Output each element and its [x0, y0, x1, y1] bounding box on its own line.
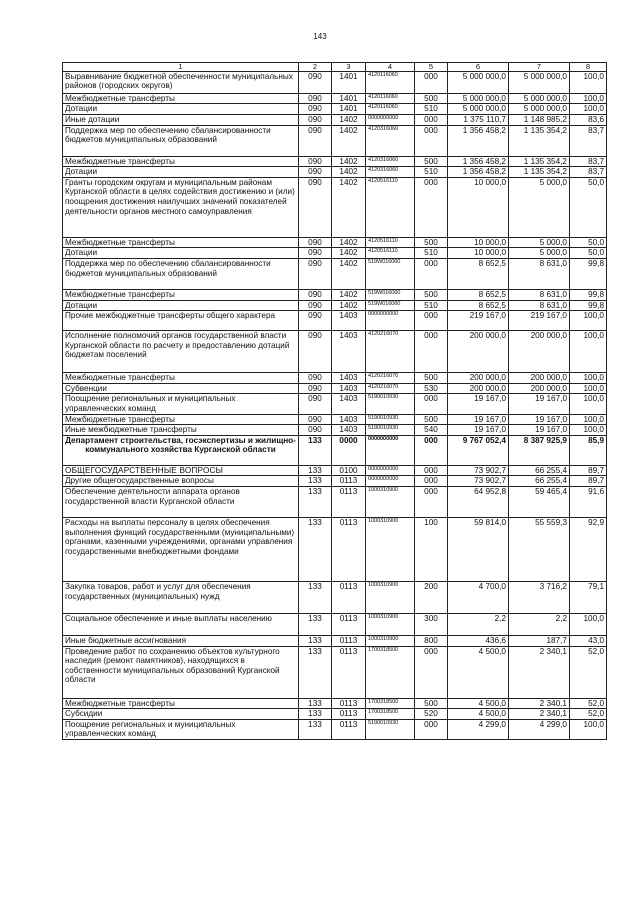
row-name-cell: Департамент строительства, госэкспертизы и жилищно-коммунального хозяйства Курганской области	[63, 435, 299, 465]
executed-amount-cell: 2 340,1	[509, 646, 570, 698]
row-name-cell: Межбюджетные трансферты	[63, 373, 299, 384]
target-code-cell: 1000310900	[366, 486, 415, 517]
percent-cell: 43,0	[570, 635, 607, 646]
target-code-cell: 519W016060	[366, 290, 415, 301]
planned-amount-cell: 8 652,5	[448, 259, 509, 290]
planned-amount-cell: 4 700,0	[448, 581, 509, 613]
expense-type-cell: 000	[415, 719, 448, 739]
table-row	[63, 373, 607, 384]
target-code-cell: 1000310900	[366, 613, 415, 635]
column-header: 2	[299, 63, 332, 72]
expense-type-cell: 510	[415, 167, 448, 178]
expense-type-cell: 500	[415, 156, 448, 167]
percent-cell: 83,7	[570, 125, 607, 156]
section-code-cell: 1402	[332, 125, 366, 156]
section-code-cell: 1402	[332, 248, 366, 259]
row-name-cell: Дотации	[63, 104, 299, 115]
section-code-cell: 1402	[332, 290, 366, 301]
planned-amount-cell: 2,2	[448, 613, 509, 635]
target-code-cell: 1000310900	[366, 635, 415, 646]
admin-code-cell: 090	[299, 115, 332, 126]
section-code-cell: 1403	[332, 373, 366, 384]
target-code-cell: 1700318500	[366, 698, 415, 709]
target-code-cell: 0000000000	[366, 476, 415, 487]
planned-amount-cell: 73 902,7	[448, 476, 509, 487]
section-code-cell: 1402	[332, 167, 366, 178]
expense-type-cell: 500	[415, 373, 448, 384]
executed-amount-cell: 219 167,0	[509, 311, 570, 331]
section-code-cell: 0113	[332, 581, 366, 613]
planned-amount-cell: 4 299,0	[448, 719, 509, 739]
row-name-cell: Социальное обеспечение и иные выплаты населению	[63, 613, 299, 635]
percent-cell: 100,0	[570, 425, 607, 436]
admin-code-cell: 090	[299, 237, 332, 248]
admin-code-cell: 090	[299, 177, 332, 237]
admin-code-cell: 090	[299, 156, 332, 167]
percent-cell: 100,0	[570, 613, 607, 635]
planned-amount-cell: 8 652,5	[448, 300, 509, 311]
target-code-cell: 0000000000	[366, 465, 415, 476]
expense-type-cell: 510	[415, 300, 448, 311]
executed-amount-cell: 2 340,1	[509, 698, 570, 709]
executed-amount-cell: 5 000 000,0	[509, 71, 570, 93]
expense-type-cell: 000	[415, 646, 448, 698]
section-code-cell: 0113	[332, 613, 366, 635]
planned-amount-cell: 64 952,8	[448, 486, 509, 517]
expense-type-cell: 540	[415, 425, 448, 436]
section-code-cell: 0113	[332, 476, 366, 487]
percent-cell: 83,7	[570, 156, 607, 167]
percent-cell: 92,9	[570, 517, 607, 581]
target-code-cell: 5190010930	[366, 719, 415, 739]
target-code-cell: 5190010930	[366, 425, 415, 436]
executed-amount-cell: 59 465,4	[509, 486, 570, 517]
planned-amount-cell: 200 000,0	[448, 383, 509, 394]
expense-type-cell: 300	[415, 613, 448, 635]
target-code-cell: 4120116060	[366, 71, 415, 93]
row-name-cell: Межбюджетные трансферты	[63, 93, 299, 104]
percent-cell: 83,7	[570, 167, 607, 178]
row-name-cell: ОБЩЕГОСУДАРСТВЕННЫЕ ВОПРОСЫ	[63, 465, 299, 476]
table-row	[63, 613, 607, 635]
planned-amount-cell: 10 000,0	[448, 237, 509, 248]
executed-amount-cell: 2 340,1	[509, 709, 570, 720]
table-row	[63, 465, 607, 476]
admin-code-cell: 133	[299, 709, 332, 720]
planned-amount-cell: 200 000,0	[448, 373, 509, 384]
table-row	[63, 517, 607, 581]
admin-code-cell: 133	[299, 613, 332, 635]
percent-cell: 85,9	[570, 435, 607, 465]
table-row	[63, 331, 607, 373]
table-row	[63, 167, 607, 178]
admin-code-cell: 090	[299, 248, 332, 259]
percent-cell: 50,0	[570, 248, 607, 259]
expense-type-cell: 000	[415, 311, 448, 331]
executed-amount-cell: 8 387 925,9	[509, 435, 570, 465]
executed-amount-cell: 8 631,0	[509, 259, 570, 290]
executed-amount-cell: 5 000,0	[509, 177, 570, 237]
planned-amount-cell: 1 375 110,7	[448, 115, 509, 126]
percent-cell: 99,8	[570, 290, 607, 301]
percent-cell: 99,8	[570, 300, 607, 311]
column-header: 8	[570, 63, 607, 72]
table-row	[63, 646, 607, 698]
row-name-cell: Иные дотации	[63, 115, 299, 126]
admin-code-cell: 090	[299, 373, 332, 384]
row-name-cell: Выравнивание бюджетной обеспеченности муниципальных районов (городских округов)	[63, 71, 299, 93]
column-header-row	[63, 63, 607, 72]
section-code-cell: 1403	[332, 425, 366, 436]
table-row	[63, 237, 607, 248]
admin-code-cell: 090	[299, 331, 332, 373]
admin-code-cell: 133	[299, 646, 332, 698]
row-name-cell: Другие общегосударственные вопросы	[63, 476, 299, 487]
section-code-cell: 0113	[332, 486, 366, 517]
planned-amount-cell: 19 167,0	[448, 394, 509, 414]
section-code-cell: 0113	[332, 646, 366, 698]
row-name-cell: Обеспечение деятельности аппарата органов государственной власти Курганской области	[63, 486, 299, 517]
percent-cell: 100,0	[570, 383, 607, 394]
section-code-cell: 1401	[332, 93, 366, 104]
admin-code-cell: 090	[299, 414, 332, 425]
admin-code-cell: 090	[299, 311, 332, 331]
row-name-cell: Иные бюджетные ассигнования	[63, 635, 299, 646]
section-code-cell: 0113	[332, 698, 366, 709]
admin-code-cell: 090	[299, 259, 332, 290]
section-code-cell: 1402	[332, 177, 366, 237]
table-row	[63, 259, 607, 290]
executed-amount-cell: 2,2	[509, 613, 570, 635]
admin-code-cell: 090	[299, 425, 332, 436]
target-code-cell: 4120216070	[366, 383, 415, 394]
executed-amount-cell: 5 000 000,0	[509, 104, 570, 115]
target-code-cell: 0000000000	[366, 311, 415, 331]
section-code-cell: 1402	[332, 300, 366, 311]
planned-amount-cell: 5 000 000,0	[448, 71, 509, 93]
admin-code-cell: 090	[299, 71, 332, 93]
executed-amount-cell: 55 559,3	[509, 517, 570, 581]
percent-cell: 100,0	[570, 311, 607, 331]
executed-amount-cell: 8 631,0	[509, 300, 570, 311]
expense-type-cell: 500	[415, 93, 448, 104]
admin-code-cell: 133	[299, 635, 332, 646]
section-code-cell: 1403	[332, 414, 366, 425]
row-name-cell: Расходы на выплаты персоналу в целях обеспечения выполнения функций государственными (муниципальными) органами, казенными учреждениями, органами управления государственными внебюджетными фондами	[63, 517, 299, 581]
section-code-cell: 0113	[332, 709, 366, 720]
admin-code-cell: 090	[299, 383, 332, 394]
row-name-cell: Межбюджетные трансферты	[63, 156, 299, 167]
table-row	[63, 719, 607, 739]
admin-code-cell: 090	[299, 290, 332, 301]
section-code-cell: 1403	[332, 394, 366, 414]
planned-amount-cell: 9 767 052,4	[448, 435, 509, 465]
planned-amount-cell: 19 167,0	[448, 414, 509, 425]
admin-code-cell: 090	[299, 104, 332, 115]
column-header: 1	[63, 63, 299, 72]
percent-cell: 100,0	[570, 394, 607, 414]
section-code-cell: 0100	[332, 465, 366, 476]
column-header: 6	[448, 63, 509, 72]
column-header: 5	[415, 63, 448, 72]
admin-code-cell: 133	[299, 581, 332, 613]
planned-amount-cell: 59 814,0	[448, 517, 509, 581]
section-code-cell: 1403	[332, 383, 366, 394]
planned-amount-cell: 219 167,0	[448, 311, 509, 331]
planned-amount-cell: 1 356 458,2	[448, 125, 509, 156]
executed-amount-cell: 66 255,4	[509, 476, 570, 487]
target-code-cell: 4120116060	[366, 93, 415, 104]
planned-amount-cell: 1 356 458,2	[448, 167, 509, 178]
executed-amount-cell: 200 000,0	[509, 373, 570, 384]
target-code-cell: 4120316060	[366, 156, 415, 167]
executed-amount-cell: 3 716,2	[509, 581, 570, 613]
expense-type-cell: 000	[415, 394, 448, 414]
table-row	[63, 635, 607, 646]
planned-amount-cell: 10 000,0	[448, 177, 509, 237]
percent-cell: 100,0	[570, 331, 607, 373]
target-code-cell: 519W016060	[366, 300, 415, 311]
row-name-cell: Межбюджетные трансферты	[63, 237, 299, 248]
executed-amount-cell: 19 167,0	[509, 414, 570, 425]
percent-cell: 79,1	[570, 581, 607, 613]
expense-type-cell: 530	[415, 383, 448, 394]
row-name-cell: Исполнение полномочий органов государственной власти Курганской области по расчету и предоставлению дотаций бюджетам поселений	[63, 331, 299, 373]
percent-cell: 52,0	[570, 698, 607, 709]
row-name-cell: Закупка товаров, работ и услуг для обеспечения государственных (муниципальных) нужд	[63, 581, 299, 613]
row-name-cell: Дотации	[63, 248, 299, 259]
admin-code-cell: 090	[299, 93, 332, 104]
admin-code-cell: 133	[299, 435, 332, 465]
expense-type-cell: 000	[415, 71, 448, 93]
percent-cell: 89,7	[570, 476, 607, 487]
row-name-cell: Иные межбюджетные трансферты	[63, 425, 299, 436]
table-row	[63, 581, 607, 613]
table-row	[63, 698, 607, 709]
executed-amount-cell: 19 167,0	[509, 425, 570, 436]
table-row	[63, 486, 607, 517]
section-code-cell: 1401	[332, 104, 366, 115]
planned-amount-cell: 10 000,0	[448, 248, 509, 259]
percent-cell: 89,7	[570, 465, 607, 476]
row-name-cell: Гранты городским округам и муниципальным районам Курганской области в целях содействия достижению и (или) поощрения достижения наилучших значений показателей деятельности органов местного самоуправления	[63, 177, 299, 237]
admin-code-cell: 090	[299, 394, 332, 414]
table-row	[63, 476, 607, 487]
row-name-cell: Поддержка мер по обеспечению сбалансированности бюджетов муниципальных образований	[63, 125, 299, 156]
target-code-cell: 519W016060	[366, 259, 415, 290]
section-code-cell: 1402	[332, 156, 366, 167]
expense-type-cell: 000	[415, 486, 448, 517]
table-row	[63, 435, 607, 465]
planned-amount-cell: 436,6	[448, 635, 509, 646]
row-name-cell: Дотации	[63, 300, 299, 311]
section-code-cell: 0113	[332, 517, 366, 581]
admin-code-cell: 133	[299, 486, 332, 517]
row-name-cell: Межбюджетные трансферты	[63, 414, 299, 425]
row-name-cell: Поддержка мер по обеспечению сбалансированности бюджетов муниципальных образований	[63, 259, 299, 290]
target-code-cell: 4120216070	[366, 373, 415, 384]
page-number: 143	[313, 32, 327, 41]
table-row	[63, 425, 607, 436]
executed-amount-cell: 8 631,0	[509, 290, 570, 301]
percent-cell: 83,6	[570, 115, 607, 126]
row-name-cell: Межбюджетные трансферты	[63, 698, 299, 709]
executed-amount-cell: 200 000,0	[509, 331, 570, 373]
expense-type-cell: 500	[415, 237, 448, 248]
admin-code-cell: 133	[299, 465, 332, 476]
expense-type-cell: 000	[415, 177, 448, 237]
target-code-cell: 0000000000	[366, 115, 415, 126]
table-row	[63, 709, 607, 720]
admin-code-cell: 090	[299, 167, 332, 178]
expense-type-cell: 510	[415, 248, 448, 259]
expense-type-cell: 510	[415, 104, 448, 115]
executed-amount-cell: 1 148 985,2	[509, 115, 570, 126]
percent-cell: 100,0	[570, 373, 607, 384]
planned-amount-cell: 4 500,0	[448, 709, 509, 720]
table-row	[63, 156, 607, 167]
executed-amount-cell: 200 000,0	[509, 383, 570, 394]
executed-amount-cell: 1 135 354,2	[509, 156, 570, 167]
table-row	[63, 115, 607, 126]
percent-cell: 100,0	[570, 71, 607, 93]
admin-code-cell: 090	[299, 300, 332, 311]
expense-type-cell: 000	[415, 331, 448, 373]
target-code-cell: 1700318500	[366, 709, 415, 720]
admin-code-cell: 133	[299, 517, 332, 581]
table-row	[63, 125, 607, 156]
target-code-cell: 1700318500	[366, 646, 415, 698]
table-row	[63, 93, 607, 104]
planned-amount-cell: 19 167,0	[448, 425, 509, 436]
table-row	[63, 394, 607, 414]
target-code-cell: 0000000000	[366, 435, 415, 465]
expense-type-cell: 000	[415, 259, 448, 290]
planned-amount-cell: 200 000,0	[448, 331, 509, 373]
expense-type-cell: 000	[415, 435, 448, 465]
row-name-cell: Прочие межбюджетные трансферты общего характера	[63, 311, 299, 331]
planned-amount-cell: 4 500,0	[448, 646, 509, 698]
admin-code-cell: 133	[299, 698, 332, 709]
expense-type-cell: 500	[415, 698, 448, 709]
percent-cell: 52,0	[570, 709, 607, 720]
percent-cell: 50,0	[570, 177, 607, 237]
target-code-cell: 5190010930	[366, 394, 415, 414]
percent-cell: 100,0	[570, 414, 607, 425]
row-name-cell: Межбюджетные трансферты	[63, 290, 299, 301]
table-row	[63, 300, 607, 311]
admin-code-cell: 133	[299, 719, 332, 739]
target-code-cell: 4120316060	[366, 125, 415, 156]
column-header: 4	[366, 63, 415, 72]
section-code-cell: 1403	[332, 311, 366, 331]
target-code-cell: 5190010930	[366, 414, 415, 425]
executed-amount-cell: 5 000 000,0	[509, 93, 570, 104]
planned-amount-cell: 4 500,0	[448, 698, 509, 709]
target-code-cell: 1000310900	[366, 581, 415, 613]
row-name-cell: Субсидии	[63, 709, 299, 720]
row-name-cell: Поощрение региональных и муниципальных управленческих команд	[63, 394, 299, 414]
target-code-cell: 4120216070	[366, 331, 415, 373]
section-code-cell: 0113	[332, 635, 366, 646]
table-row	[63, 311, 607, 331]
row-name-cell: Поощрение региональных и муниципальных управленческих команд	[63, 719, 299, 739]
column-header: 3	[332, 63, 366, 72]
percent-cell: 100,0	[570, 719, 607, 739]
target-code-cell: 4120516110	[366, 248, 415, 259]
table-row	[63, 290, 607, 301]
planned-amount-cell: 73 902,7	[448, 465, 509, 476]
table-row	[63, 71, 607, 93]
expense-type-cell: 800	[415, 635, 448, 646]
executed-amount-cell: 4 299,0	[509, 719, 570, 739]
target-code-cell: 4120516110	[366, 237, 415, 248]
executed-amount-cell: 1 135 354,2	[509, 167, 570, 178]
percent-cell: 52,0	[570, 646, 607, 698]
planned-amount-cell: 5 000 000,0	[448, 93, 509, 104]
executed-amount-cell: 5 000,0	[509, 237, 570, 248]
planned-amount-cell: 1 356 458,2	[448, 156, 509, 167]
expense-type-cell: 000	[415, 465, 448, 476]
column-header: 7	[509, 63, 570, 72]
expense-type-cell: 000	[415, 115, 448, 126]
executed-amount-cell: 19 167,0	[509, 394, 570, 414]
planned-amount-cell: 8 652,5	[448, 290, 509, 301]
table-row	[63, 104, 607, 115]
expense-type-cell: 520	[415, 709, 448, 720]
expense-type-cell: 000	[415, 476, 448, 487]
row-name-cell: Проведение работ по сохранению объектов культурного наследия (ремонт памятников), находящихся в собственности муниципальных образований Курганской области	[63, 646, 299, 698]
table-row	[63, 414, 607, 425]
planned-amount-cell: 5 000 000,0	[448, 104, 509, 115]
section-code-cell: 1402	[332, 237, 366, 248]
target-code-cell: 1000310900	[366, 517, 415, 581]
expense-type-cell: 200	[415, 581, 448, 613]
expense-type-cell: 500	[415, 290, 448, 301]
percent-cell: 91,6	[570, 486, 607, 517]
section-code-cell: 0113	[332, 719, 366, 739]
percent-cell: 50,0	[570, 237, 607, 248]
target-code-cell: 4120116060	[366, 104, 415, 115]
executed-amount-cell: 66 255,4	[509, 465, 570, 476]
expense-type-cell: 500	[415, 414, 448, 425]
percent-cell: 100,0	[570, 93, 607, 104]
target-code-cell: 4120516110	[366, 177, 415, 237]
executed-amount-cell: 1 135 354,2	[509, 125, 570, 156]
section-code-cell: 1402	[332, 115, 366, 126]
target-code-cell: 4120316060	[366, 167, 415, 178]
percent-cell: 99,8	[570, 259, 607, 290]
row-name-cell: Дотации	[63, 167, 299, 178]
section-code-cell: 0000	[332, 435, 366, 465]
section-code-cell: 1402	[332, 259, 366, 290]
admin-code-cell: 090	[299, 125, 332, 156]
table-row	[63, 177, 607, 237]
expense-type-cell: 100	[415, 517, 448, 581]
expense-type-cell: 000	[415, 125, 448, 156]
table-row	[63, 383, 607, 394]
table-row	[63, 248, 607, 259]
executed-amount-cell: 187,7	[509, 635, 570, 646]
executed-amount-cell: 5 000,0	[509, 248, 570, 259]
row-name-cell: Субвенции	[63, 383, 299, 394]
percent-cell: 100,0	[570, 104, 607, 115]
section-code-cell: 1403	[332, 331, 366, 373]
admin-code-cell: 133	[299, 476, 332, 487]
section-code-cell: 1401	[332, 71, 366, 93]
budget-table	[62, 62, 607, 740]
